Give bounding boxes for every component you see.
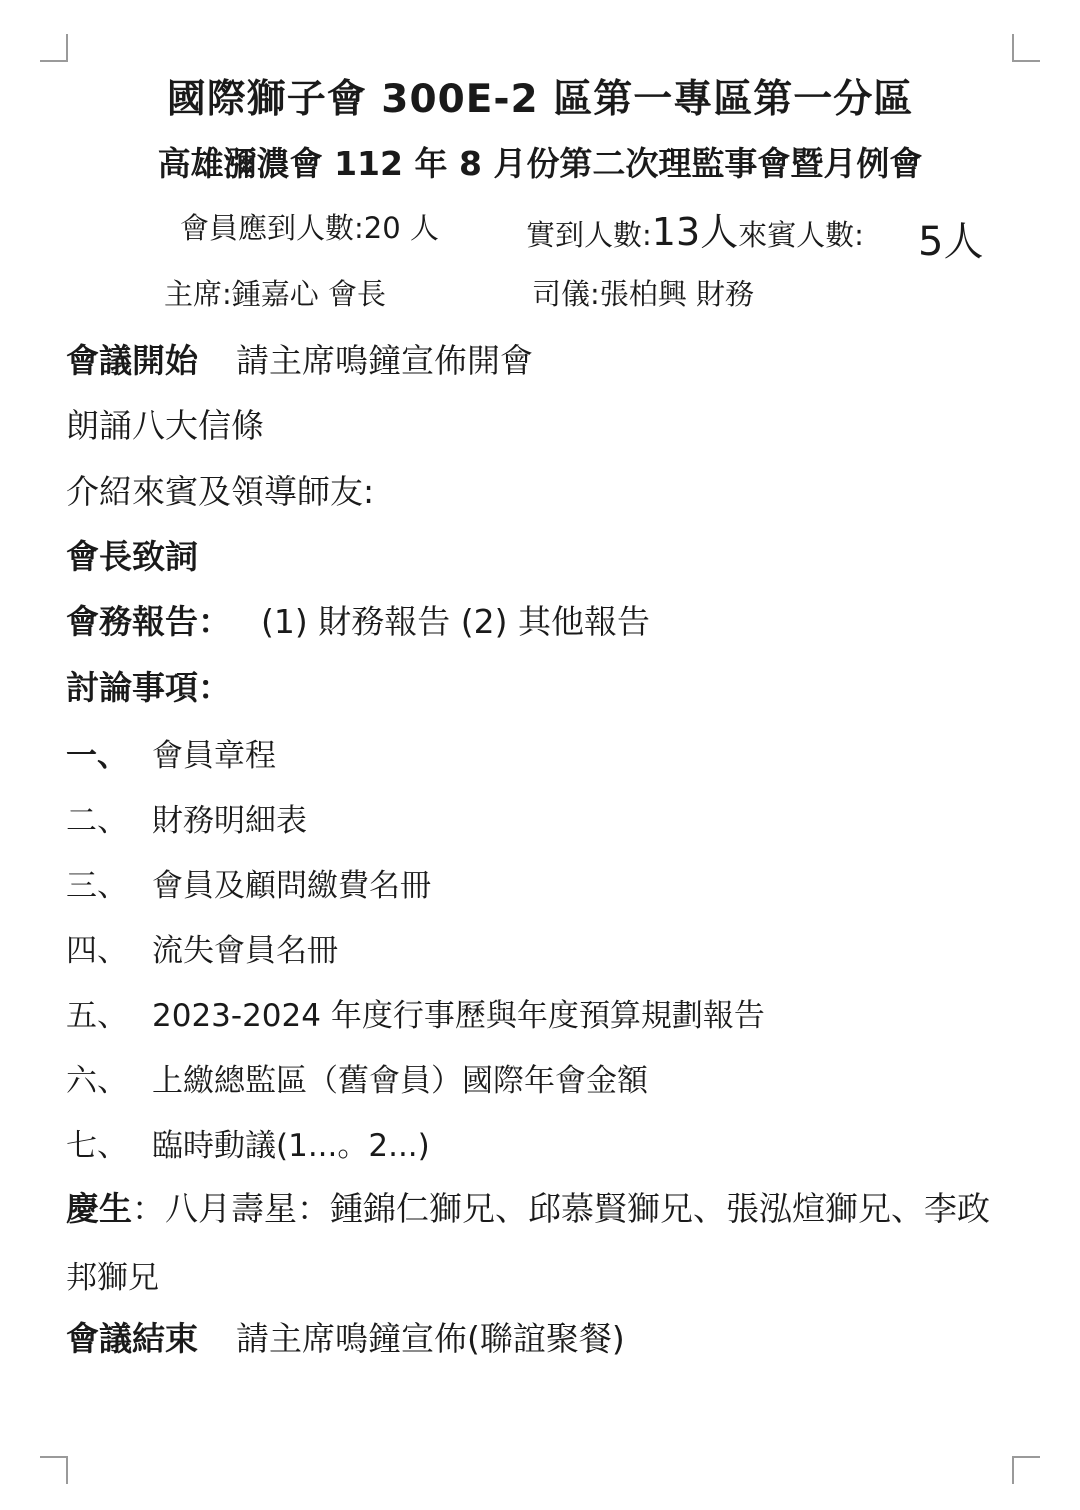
item-number: 二、: [66, 803, 128, 839]
guest-introduction: 介紹來賓及領導師友:: [66, 472, 375, 511]
master-of-ceremonies: 司儀:張柏興 財務: [532, 277, 754, 311]
discussion-item: [66, 1055, 648, 1100]
closing-title: 會議結束: [66, 1319, 198, 1358]
closing-text: 請主席鳴鐘宣佈(聯誼聚餐): [236, 1319, 625, 1358]
document-subtitle: 高雄瀰濃會 112 年 8 月份第二次理監事會暨月例會: [157, 144, 923, 183]
page-corner-mark-bottom-right: [1012, 1456, 1040, 1484]
actual-value: 13人: [651, 210, 739, 254]
item-text: 上繳總監區（舊會員）國際年會金額: [152, 1063, 648, 1099]
item-number: 三、: [66, 868, 128, 904]
meeting-opening: [66, 335, 533, 382]
item-number: 五、: [66, 998, 128, 1034]
item-text: 財務明細表: [152, 803, 307, 839]
item-number: 一、: [66, 738, 128, 774]
discussion-item: [66, 860, 431, 905]
creed-recital: 朗誦八大信條: [66, 406, 264, 445]
president-speech: 會長致詞: [66, 537, 198, 576]
document-title: 國際獅子會 300E-2 區第一專區第一分區: [166, 77, 914, 122]
opening-title: 會議開始: [66, 341, 198, 380]
guests-label: 來賓人數:: [738, 218, 864, 252]
actual-attendance: [526, 201, 864, 256]
chairperson: 主席:鍾嘉心 會長: [164, 277, 386, 311]
actual-label: 實到人數:: [526, 218, 652, 252]
discussion-item: [66, 990, 765, 1035]
discussion-item: [66, 925, 338, 970]
expected-members: 會員應到人數:20 人: [180, 211, 439, 245]
meeting-closing: [66, 1313, 625, 1360]
report-title: 會務報告：: [66, 602, 231, 641]
item-number: 四、: [66, 933, 128, 969]
birthday-celebration: [66, 1183, 990, 1230]
page-corner-mark-top-left: [40, 34, 68, 62]
report-text: (1) 財務報告 (2) 其他報告: [261, 602, 650, 641]
item-text: 會員及顧問繳費名冊: [152, 868, 431, 904]
discussion-item: [66, 1120, 430, 1165]
item-text: 會員章程: [152, 738, 276, 774]
opening-text: 請主席鳴鐘宣佈開會: [236, 341, 533, 380]
birthday-text-continued: 邦獅兄: [66, 1260, 159, 1296]
business-report: [66, 596, 650, 643]
item-text: 2023-2024 年度行事歷與年度預算規劃報告: [152, 998, 765, 1034]
item-text: 臨時動議(1...。2...): [152, 1128, 430, 1164]
item-number: 七、: [66, 1128, 128, 1164]
birthday-title: 慶生: [66, 1189, 132, 1228]
page-corner-mark-top-right: [1012, 34, 1040, 62]
guests-value: 5人: [918, 219, 984, 265]
item-number: 六、: [66, 1063, 128, 1099]
page-corner-mark-bottom-left: [40, 1456, 68, 1484]
discussion-title: 討論事項：: [66, 668, 231, 707]
birthday-text: ：八月壽星：鍾錦仁獅兄、邱慕賢獅兄、張泓煊獅兄、李政: [132, 1189, 990, 1228]
item-text: 流失會員名冊: [152, 933, 338, 969]
discussion-item: [66, 730, 276, 775]
discussion-item: [66, 795, 307, 840]
